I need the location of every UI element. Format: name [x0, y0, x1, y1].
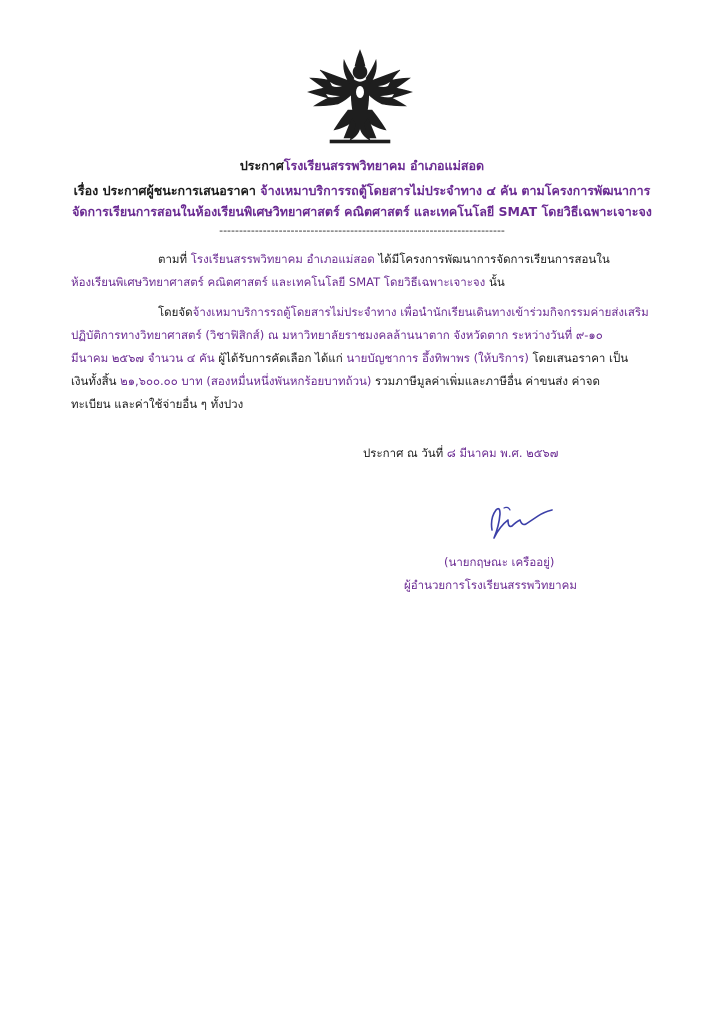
p2-offer-label: โดยเสนอราคา เป็น [532, 351, 629, 365]
header-separator: ------------------------------------------------------------------------ [219, 224, 505, 237]
header-line-2 [0, 181, 724, 201]
announce-date-label: ประกาศ ณ วันที่ [363, 446, 444, 460]
paragraph-2-line-2: ปฏิบัติการทางวิทยาศาสตร์ (วิชาฟิสิกส์) ณ มหาวิทยาลัยราชมงคลล้านนาตาก จังหวัดตาก ระหว่างวันที่ ๙-๑๐ [71, 328, 603, 342]
p2-total-label: เงินทั้งสิ้น [71, 374, 117, 388]
p2-selected-label: ผู้ได้รับการคัดเลือก ได้แก่ [218, 351, 343, 365]
announce-date-line [363, 445, 558, 463]
p2-date-quantity: มีนาคม ๒๕๖๗ จำนวน ๔ คัน [71, 351, 215, 365]
header-subject-line-3: จัดการเรียนการสอนในห้องเรียนพิเศษวิทยาศาสตร์ คณิตศาสตร์ และเทคโนโลยี SMAT โดยวิธีเฉพาะเจาะจง [72, 204, 652, 219]
p1-prefix: ตามที่ [158, 252, 188, 266]
header-line-1 [0, 156, 724, 176]
paragraph-2-line-1 [158, 304, 649, 322]
p2-prefix: โดยจัด [158, 305, 193, 319]
paragraph-1-line-1 [158, 251, 610, 269]
header-subject-label: เรื่อง ประกาศผู้ชนะการเสนอราคา [73, 183, 256, 198]
p2-service: จ้างเหมาบริการรถตู้โดยสารไม่ประจำทาง เพื่อนำนักเรียนเดินทางเข้าร่วมกิจกรรมค่ายส่งเสริม [192, 305, 649, 319]
garuda-emblem-icon [306, 48, 414, 148]
signatory-name: (นายกฤษณะ เครืออยู่) [444, 555, 555, 569]
p1-school-name: โรงเรียนสรรพวิทยาคม อำเภอแม่สอด [190, 252, 375, 266]
paragraph-2-line-4 [71, 373, 600, 391]
p1-project-name: ห้องเรียนพิเศษวิทยาศาสตร์ คณิตศาสตร์ และเทคโนโลยี SMAT โดยวิธีเฉพาะเจาะจง [71, 275, 486, 289]
header-announce-label: ประกาศ [239, 158, 284, 173]
announce-date: ๘ มีนาคม พ.ศ. ๒๕๖๗ [446, 446, 559, 460]
header-subject-text: จ้างเหมาบริการรถตู้โดยสารไม่ประจำทาง ๔ คัน ตามโครงการพัฒนาการ [260, 183, 651, 198]
p2-vendor-name: นายบัญชาการ อึ้งทิพาพร (ให้บริการ) [346, 351, 529, 365]
paragraph-1-line-2 [71, 274, 505, 292]
paragraph-2-line-3 [71, 350, 628, 368]
p2-amount: ๒๑,๖๐๐.๐๐ บาท (สองหมื่นหนึ่งพันหกร้อยบาทถ้วน) [120, 374, 372, 388]
p1-end: นั้น [488, 275, 505, 289]
signatory-position: ผู้อำนวยการโรงเรียนสรรพวิทยาคม [404, 578, 577, 592]
header-school-name: โรงเรียนสรรพวิทยาคม อำเภอแม่สอด [283, 158, 485, 173]
p1-rest: ได้มีโครงการพัฒนาการจัดการเรียนการสอนใน [378, 252, 610, 266]
signature-icon [486, 500, 558, 544]
p2-tax-note: รวมภาษีมูลค่าเพิ่มและภาษีอื่น ค่าขนส่ง ค่าจด [375, 374, 600, 388]
paragraph-2-line-5: ทะเบียน และค่าใช้จ่ายอื่น ๆ ทั้งปวง [71, 397, 244, 411]
